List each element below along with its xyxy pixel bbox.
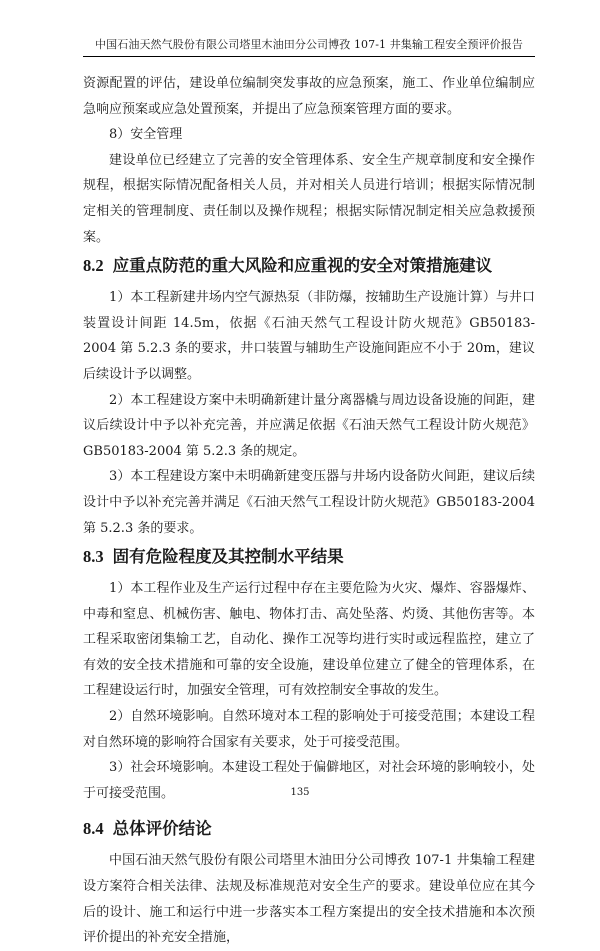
section-8-3-title: 固有危险程度及其控制水平结果 bbox=[112, 547, 344, 567]
section-8-3-heading bbox=[83, 546, 535, 568]
section-8-4-paragraph: 中国石油天然气股份有限公司塔里木油田分公司博孜 107-1 井集输工程建设方案符合相关法律、法规及标准规范对安全生产的要求。建设单位应在其今后的设计、施工和运行中进一步落实本工程方案提出的安全技术措施和本次预评价提出的补充安全措施， bbox=[83, 853, 535, 946]
section-8-2-title: 应重点防范的重大风险和应重视的安全对策措施建议 bbox=[112, 256, 493, 276]
page-number: 135 bbox=[290, 787, 310, 798]
section-8-4-number: 8.4 bbox=[83, 819, 104, 839]
section-8-4-title: 总体评价结论 bbox=[112, 819, 212, 839]
section-8-3-item-3: 3）社会环境影响。本建设工程处于偏僻地区，对社会环境的影响较小，处于可接受范围。 bbox=[83, 760, 535, 801]
section-8-2-number: 8.2 bbox=[83, 256, 104, 276]
section-8-3-item-1: 1）本工程作业及生产运行过程中存在主要危险为火灾、爆炸、容器爆炸、中毒和窒息、机械伤害、触电、物体打击、高处坠落、灼烫、其他伤害等。本工程采取密闭集输工艺，自动化、操作工况等均进行实时或远程监控，建立了有效的安全技术措施和可靠的安全设施，建设单位建立了健全的管理体系，在工程建设运行时，加强安全管理，可有效控制安全事故的发生。 bbox=[83, 581, 535, 699]
section-8-2-item-2: 2）本工程建设方案中未明确新建计量分离器橇与周边设备设施的间距，建议后续设计中予以补充完善，并应满足依据《石油天然气工程设计防火规范》GB50183-2004 第 5.2.3 条的规定。 bbox=[83, 392, 535, 459]
section-8-2-heading bbox=[83, 255, 535, 277]
section-8-2-item-1: 1）本工程新建井场内空气源热泵（非防爆，按辅助生产设施计算）与井口装置设计间距 14.5m，依据《石油天然气工程设计防火规范》GB50183-2004 第 5.2.3 条的要求，井口装置与辅助生产设施间距应不小于 20m，建议后续设计予以调整。 bbox=[83, 290, 535, 382]
item-8-label: 8）安全管理 bbox=[109, 127, 183, 143]
section-8-4-heading bbox=[83, 818, 535, 840]
intro-paragraph: 资源配置的评估，建设单位编制突发事故的应急预案，施工、作业单位编制应急响应预案或应急处置预案，并提出了应急预案管理方面的要求。 bbox=[83, 76, 535, 117]
page-header: 中国石油天然气股份有限公司塔里木油田分公司博孜 107-1 井集输工程安全预评价报告 bbox=[95, 38, 523, 51]
header-rule bbox=[83, 56, 535, 57]
section-8-3-item-2: 2）自然环境影响。自然环境对本工程的影响处于可接受范围；本建设工程对自然环境的影响符合国家有关要求，处于可接受范围。 bbox=[83, 709, 535, 750]
section-8-3-number: 8.3 bbox=[83, 547, 104, 567]
section-8-2-item-3: 3）本工程建设方案中未明确新建变压器与井场内设备防火间距，建议后续设计中予以补充完善并满足《石油天然气工程设计防火规范》GB50183-2004 第 5.2.3 条的要求。 bbox=[83, 469, 535, 536]
item-8-text: 建设单位已经建立了完善的安全管理体系、安全生产规章制度和安全操作规程，根据实际情况配备相关人员，并对相关人员进行培训；根据实际情况制定相关的管理制度、责任制以及操作规程；根据实际情况制定相关应急救援预案。 bbox=[83, 152, 535, 245]
page-content bbox=[83, 70, 535, 951]
